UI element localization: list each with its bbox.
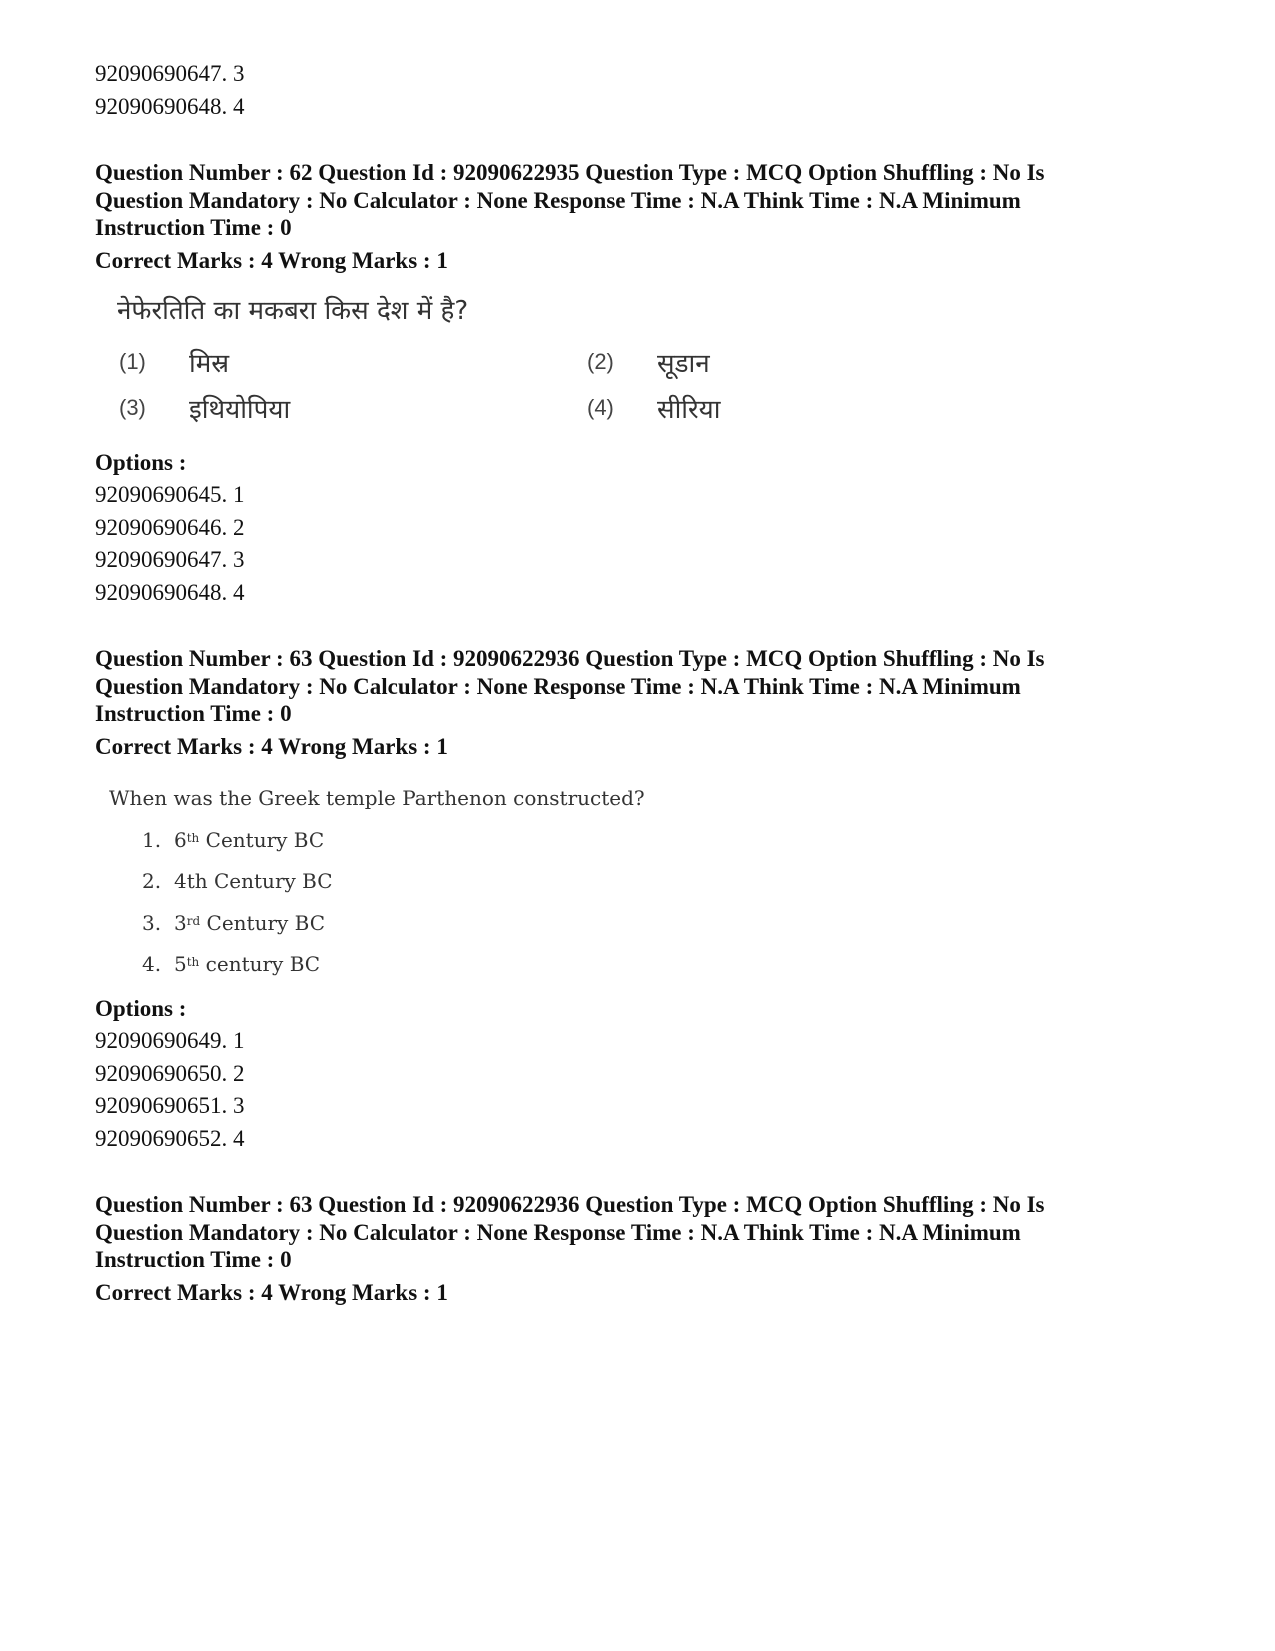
question-image-hindi [117,289,1195,429]
question-choices [142,825,1195,991]
choice-text: 3rd Century BC [174,910,326,935]
choice-text: 6th Century BC [174,827,325,852]
question-meta [95,645,1195,728]
choice-text: 5th century BC [174,952,321,976]
question-meta-line: Question Number : 63 Question Id : 92090622936 Question Type : MCQ Option Shuffling : No Is [95,1192,1045,1217]
choice-text: मिस्र [189,348,230,379]
choice-number: 2. [142,869,162,893]
question-choices [117,341,1195,429]
choice-number: 3. [142,910,162,935]
option-line: 92090690647. 3 [95,61,245,86]
choice-item [142,908,1195,950]
option-line: 92090690651. 3 [95,1093,245,1118]
choice-number: (1) [119,348,146,374]
options-list [95,479,1195,609]
option-line: 92090690650. 2 [95,1060,245,1086]
question-stem: When was the Greek temple Parthenon constructed? [109,785,645,810]
choice-item [142,866,1195,908]
document-page [95,58,1195,1307]
choice-text: सूडान [657,348,710,379]
question-meta-line: Instruction Time : 0 [95,215,292,240]
question-stem: नेफेरतिति का मकबरा किस देश में है? [117,295,469,326]
options-list [95,1025,1195,1155]
question-meta-line: Question Mandatory : No Calculator : None Response Time : N.A Think Time : N.A Minimum [95,187,1021,213]
question-63-block [95,645,1195,1155]
question-image-english [109,783,1195,991]
option-line: 92090690649. 1 [95,1028,245,1053]
question-marks: Correct Marks : 4 Wrong Marks : 1 [95,733,448,759]
choice-number: 1. [142,827,162,852]
option-line: 92090690646. 2 [95,514,245,540]
previous-options-list [95,58,1195,123]
choice-item [585,341,885,383]
question-meta-line: Question Mandatory : No Calculator : None Response Time : N.A Think Time : N.A Minimum [95,673,1021,699]
question-marks: Correct Marks : 4 Wrong Marks : 1 [95,247,448,273]
choice-number: 4. [142,952,162,976]
question-meta-line: Question Number : 62 Question Id : 92090622935 Question Type : MCQ Option Shuffling : No Is [95,160,1045,185]
question-meta-line: Question Mandatory : No Calculator : None Response Time : N.A Think Time : N.A Minimum [95,1219,1021,1245]
choice-text: 4th Century BC [174,869,333,893]
choice-text: सीरिया [657,394,721,425]
question-meta [95,1191,1195,1274]
choice-number: (2) [587,348,614,374]
option-line: 92090690648. 4 [95,93,245,119]
choice-item [142,825,1195,867]
choice-item [117,341,585,383]
option-line: 92090690652. 4 [95,1125,245,1151]
choice-text: इथियोपिया [189,394,291,425]
options-label: Options : [95,995,187,1021]
question-meta [95,159,1195,242]
question-marks: Correct Marks : 4 Wrong Marks : 1 [95,1279,448,1305]
choice-number: (4) [587,394,614,420]
options-label: Options : [95,449,187,475]
choice-item [585,387,885,429]
question-63-repeat-block [95,1191,1195,1307]
option-line: 92090690648. 4 [95,579,245,605]
question-meta-line: Question Number : 63 Question Id : 92090622936 Question Type : MCQ Option Shuffling : No Is [95,646,1045,671]
option-line: 92090690647. 3 [95,547,245,572]
question-meta-line: Instruction Time : 0 [95,1247,292,1272]
choice-item [142,949,1195,991]
question-62-block [95,159,1195,609]
choice-number: (3) [119,394,146,420]
choice-item [117,387,585,429]
question-meta-line: Instruction Time : 0 [95,701,292,726]
option-line: 92090690645. 1 [95,482,245,507]
